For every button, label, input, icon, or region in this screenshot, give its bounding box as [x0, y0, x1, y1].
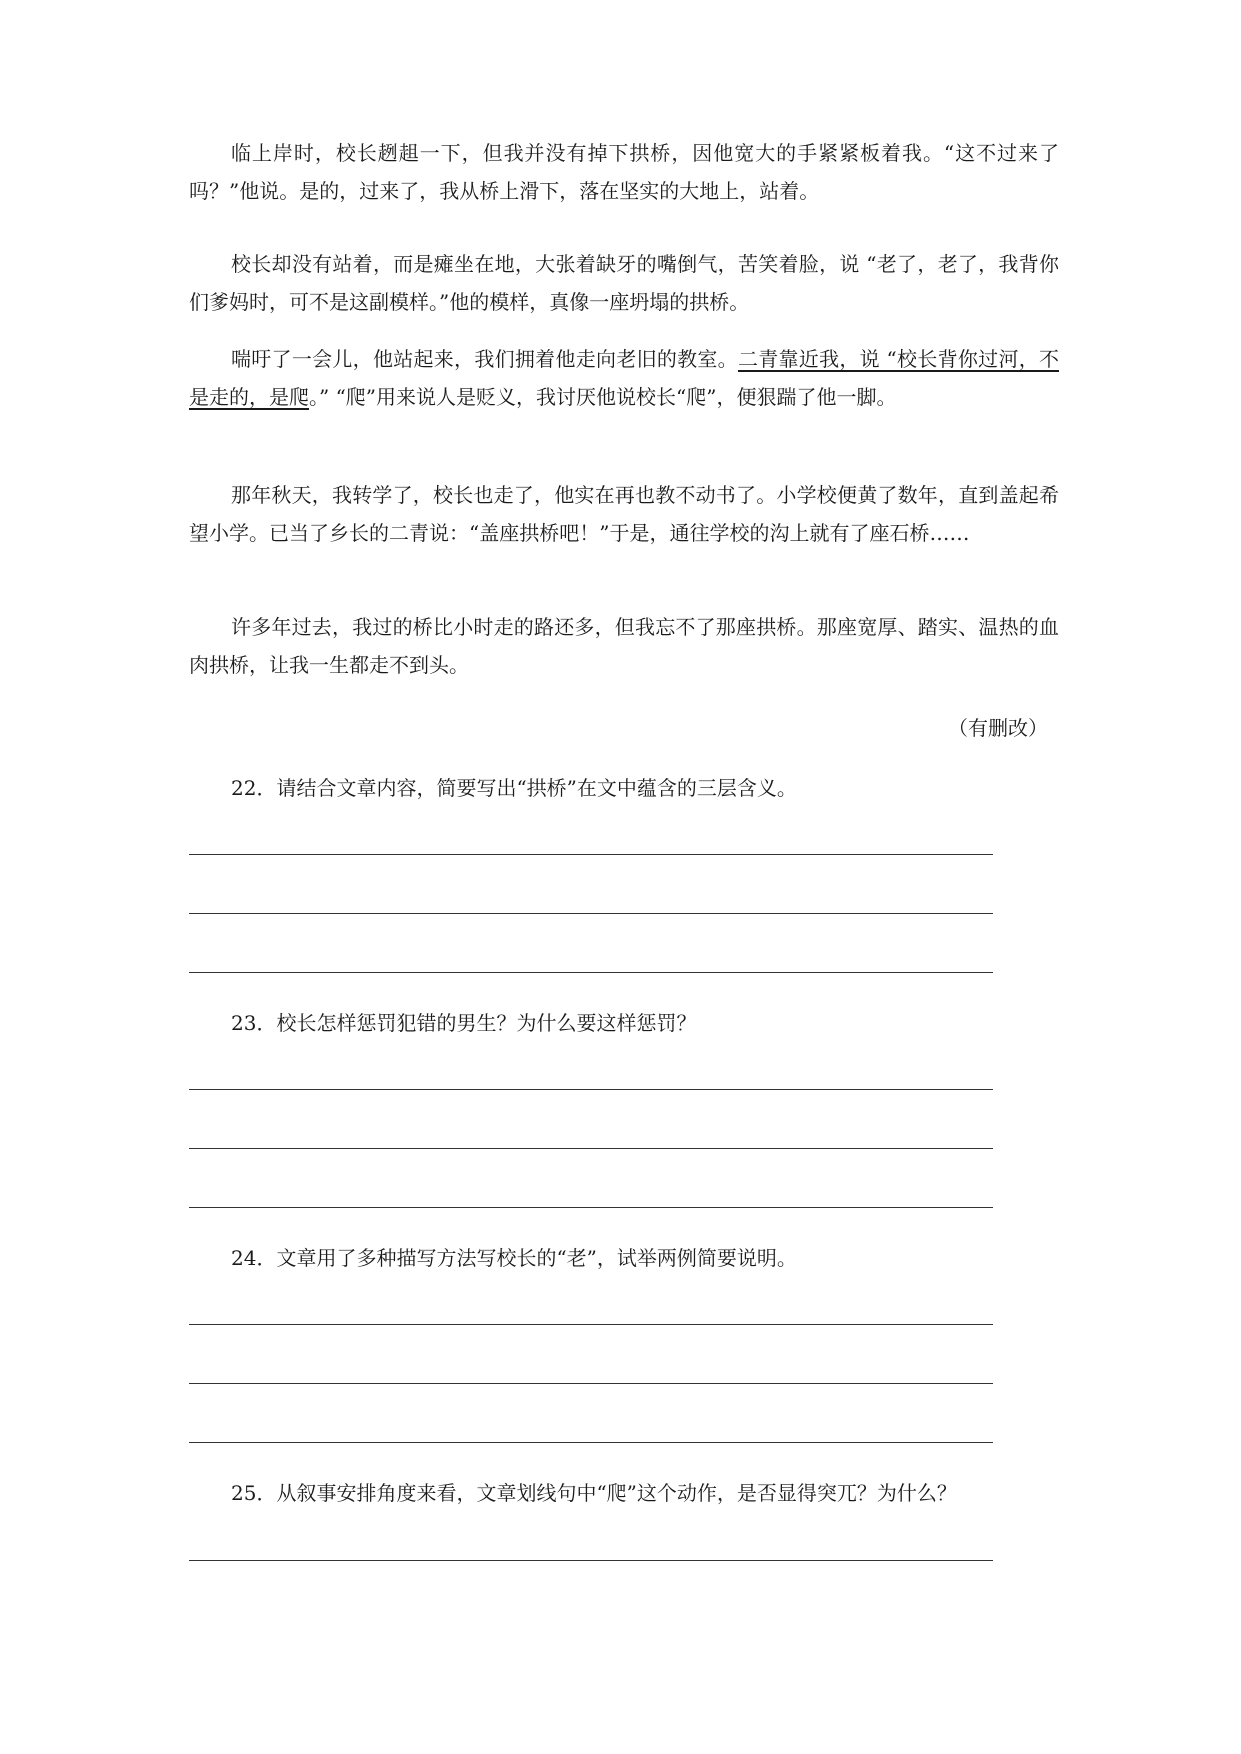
paragraph-3 — [189, 340, 1059, 416]
answer-line[interactable] — [189, 972, 993, 973]
answer-line[interactable] — [189, 1442, 993, 1443]
answer-line[interactable] — [189, 1324, 993, 1325]
paragraph-3-before: 喘吁了一会儿，他站起来，我们拥着他走向老旧的教室。 — [231, 347, 738, 371]
paragraph-5: 许多年过去，我过的桥比小时走的路还多，但我忘不了那座拱桥。那座宽厚、踏实、温热的血肉拱桥，让我一生都走不到头。 — [189, 615, 1059, 677]
underlined-sentence: 二青靠近我，说 “校长背你过河，不是走的，是爬 — [189, 347, 1060, 409]
question-23: 23．校长怎样惩罚犯错的男生？为什么要这样惩罚？ — [231, 1011, 697, 1035]
answer-line[interactable] — [189, 913, 993, 914]
answer-line[interactable] — [189, 1560, 993, 1561]
question-22: 22．请结合文章内容，简要写出“拱桥”在文中蕴含的三层含义。 — [231, 776, 797, 800]
answer-line[interactable] — [189, 1207, 993, 1208]
paragraph-2: 校长却没有站着，而是瘫坐在地，大张着缺牙的嘴倒气，苦笑着脸，说 “老了，老了，我背你们爹妈时，可不是这副模样。”他的模样，真像一座坍塌的拱桥。 — [189, 252, 1059, 314]
source-note: （有删改） — [948, 716, 1048, 740]
paragraph-1: 临上岸时，校长趔趄一下，但我并没有掉下拱桥，因他宽大的手紧紧板着我。“这不过来了吗？”他说。是的，过来了，我从桥上滑下，落在坚实的大地上，站着。 — [189, 141, 1059, 203]
paragraph-3-after: 。” “爬”用来说人是贬义，我讨厌他说校长“爬”，便狠踹了他一脚。 — [309, 385, 897, 409]
answer-line[interactable] — [189, 1383, 993, 1384]
question-24: 24．文章用了多种描写方法写校长的“老”，试举两例简要说明。 — [231, 1246, 797, 1270]
answer-line[interactable] — [189, 854, 993, 855]
answer-line[interactable] — [189, 1148, 993, 1149]
answer-line[interactable] — [189, 1089, 993, 1090]
question-25: 25．从叙事安排角度来看，文章划线句中“爬”这个动作，是否显得突兀？为什么？ — [231, 1481, 957, 1505]
paragraph-4: 那年秋天，我转学了，校长也走了，他实在再也教不动书了。小学校便黄了数年，直到盖起希望小学。已当了乡长的二青说：“盖座拱桥吧！”于是，通往学校的沟上就有了座石桥…… — [189, 483, 1059, 545]
